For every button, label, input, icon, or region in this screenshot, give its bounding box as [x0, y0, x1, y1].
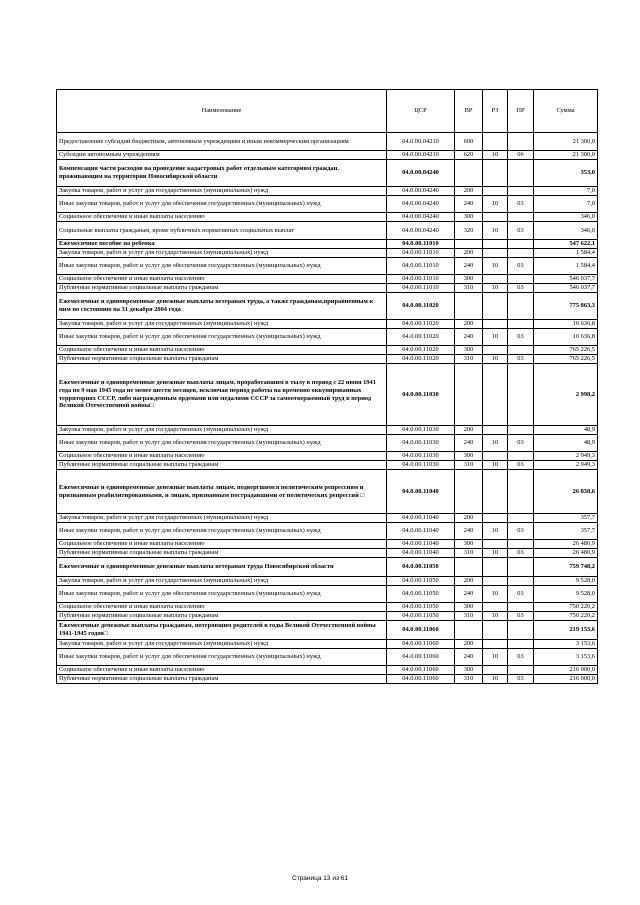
cell-csr: 04.0.00.11020: [387, 293, 455, 320]
cell-csr: 04.0.00.11040: [387, 549, 455, 558]
cell-csr: 04.0.00.11060: [387, 675, 455, 684]
cell-sum: 346,0: [534, 213, 598, 222]
cell-sum: 2 998,2: [534, 364, 598, 426]
cell-pr: [508, 275, 534, 284]
table-row: [57, 426, 598, 435]
cell-sum: 346,0: [534, 222, 598, 240]
cell-csr: 04.0.00.11010: [387, 258, 455, 275]
cell-rz: 10: [483, 586, 508, 603]
cell-sum: 1 584,4: [534, 249, 598, 258]
cell-pr: [508, 213, 534, 222]
cell-sum: 750 220,2: [534, 612, 598, 621]
cell-pr: [508, 514, 534, 523]
table-row: [57, 355, 598, 364]
table-row: [57, 603, 598, 612]
cell-pr: [508, 320, 534, 329]
table-row: [57, 160, 598, 187]
table-row: [57, 612, 598, 621]
cell-rz: 10: [483, 435, 508, 452]
cell-sum: 3 153,6: [534, 640, 598, 649]
table-row: [57, 514, 598, 523]
cell-sum: 219 153,6: [534, 621, 598, 640]
cell-sum: 10 636,8: [534, 329, 598, 346]
cell-rz: 10: [483, 612, 508, 621]
table-row: [57, 452, 598, 461]
cell-sum: 26 838,6: [534, 470, 598, 514]
table-row: [57, 133, 598, 151]
table-row: [57, 523, 598, 540]
table-row: [57, 549, 598, 558]
cell-csr: 04.0.00.11050: [387, 586, 455, 603]
cell-pr: 03: [508, 435, 534, 452]
cell-name: Ежемесячные и единовременные денежные выплаты ветеранам труда, а также гражданам,приравненным к ним по состоянию на 31 декабря 2004 года: [57, 293, 387, 320]
cell-pr: 03: [508, 523, 534, 540]
cell-pr: [508, 133, 534, 151]
cell-rz: 10: [483, 196, 508, 213]
table-body: [57, 133, 598, 684]
cell-name: Закупка товаров, работ и услуг для государственных (муниципальных) нужд: [57, 640, 387, 649]
cell-rz: 10: [483, 258, 508, 275]
cell-pr: 03: [508, 549, 534, 558]
cell-vr: 200: [455, 249, 483, 258]
cell-name: Иные закупки товаров, работ и услуг для обеспечения государственных (муниципальных) нужд: [57, 523, 387, 540]
cell-sum: 48,9: [534, 435, 598, 452]
cell-pr: [508, 621, 534, 640]
cell-name: Социальное обеспечение и иные выплаты населению: [57, 275, 387, 284]
cell-rz: [483, 364, 508, 426]
cell-csr: 04.0.00.11030: [387, 364, 455, 426]
cell-csr: 04.0.00.04210: [387, 151, 455, 160]
cell-pr: [508, 452, 534, 461]
cell-name: Социальное обеспечение и иные выплаты населению: [57, 213, 387, 222]
cell-pr: 06: [508, 151, 534, 160]
table-row: [57, 187, 598, 196]
cell-sum: 216 000,0: [534, 675, 598, 684]
cell-name: Закупка товаров, работ и услуг для государственных (муниципальных) нужд: [57, 577, 387, 586]
cell-pr: [508, 426, 534, 435]
cell-rz: [483, 346, 508, 355]
header-pr: ПР: [508, 90, 534, 133]
cell-sum: 765 226,5: [534, 355, 598, 364]
cell-vr: [455, 621, 483, 640]
cell-rz: 10: [483, 222, 508, 240]
cell-name: Социальное обеспечение и иные выплаты населению: [57, 540, 387, 549]
table-row: [57, 293, 598, 320]
cell-vr: 200: [455, 426, 483, 435]
cell-csr: 04.0.00.11010: [387, 249, 455, 258]
cell-vr: 300: [455, 540, 483, 549]
cell-rz: [483, 640, 508, 649]
cell-sum: 9 528,0: [534, 577, 598, 586]
cell-name: Компенсация части расходов на проведение кадастровых работ отдельным категориям граждан, проживающим на территории Новосибирской области: [57, 160, 387, 187]
cell-name: Иные закупки товаров, работ и услуг для обеспечения государственных (муниципальных) нужд: [57, 196, 387, 213]
cell-csr: 04.0.00.11050: [387, 558, 455, 577]
cell-sum: 546 037,7: [534, 284, 598, 293]
cell-name: Публичные нормативные социальные выплаты гражданам: [57, 675, 387, 684]
cell-rz: [483, 452, 508, 461]
cell-sum: 750 220,2: [534, 603, 598, 612]
cell-vr: 310: [455, 284, 483, 293]
cell-sum: 547 622,1: [534, 240, 598, 249]
table-row: [57, 196, 598, 213]
cell-vr: 200: [455, 640, 483, 649]
cell-name: Социальное обеспечение и иные выплаты населению: [57, 346, 387, 355]
cell-pr: [508, 249, 534, 258]
cell-vr: 310: [455, 355, 483, 364]
cell-vr: 300: [455, 666, 483, 675]
cell-csr: 04.0.00.11050: [387, 577, 455, 586]
cell-csr: 04.0.00.04240: [387, 187, 455, 196]
cell-csr: 04.0.00.11020: [387, 329, 455, 346]
cell-name: Ежемесячные денежные выплаты гражданам, потерявшим родителей в годы Великой Отечественной войны 1941-1945 годов□: [57, 621, 387, 640]
cell-name: Ежемесячные и единовременные денежные выплаты ветеранам труда Новосибирской области: [57, 558, 387, 577]
cell-name: Иные закупки товаров, работ и услуг для обеспечения государственных (муниципальных) нужд: [57, 329, 387, 346]
header-sum: Сумма: [534, 90, 598, 133]
cell-csr: 04.0.00.11040: [387, 514, 455, 523]
table-row: [57, 577, 598, 586]
cell-vr: 300: [455, 603, 483, 612]
table-row: [57, 640, 598, 649]
cell-sum: 21 300,0: [534, 151, 598, 160]
cell-csr: 04.0.00.11050: [387, 603, 455, 612]
cell-sum: 775 863,3: [534, 293, 598, 320]
table-row: [57, 470, 598, 514]
cell-rz: 10: [483, 675, 508, 684]
cell-pr: [508, 160, 534, 187]
cell-name: Социальное обеспечение и иные выплаты населению: [57, 666, 387, 675]
cell-csr: 04.0.00.11020: [387, 355, 455, 364]
cell-pr: 03: [508, 649, 534, 666]
cell-name: Предоставление субсидий бюджетным, автономным учреждениям и иным некоммерческим организациям: [57, 133, 387, 151]
header-csr: ЦСР: [387, 90, 455, 133]
table-row: [57, 329, 598, 346]
table-row: [57, 675, 598, 684]
cell-vr: 620: [455, 151, 483, 160]
cell-csr: 04.0.00.04240: [387, 222, 455, 240]
table-row: [57, 240, 598, 249]
cell-name: Социальное обеспечение и иные выплаты населению: [57, 603, 387, 612]
table-row: [57, 284, 598, 293]
header-rz: РЗ: [483, 90, 508, 133]
cell-name: Закупка товаров, работ и услуг для государственных (муниципальных) нужд: [57, 187, 387, 196]
cell-vr: 240: [455, 196, 483, 213]
cell-name: Социальные выплаты гражданам, кроме публичных нормативных социальных выплат: [57, 222, 387, 240]
table-row: [57, 213, 598, 222]
cell-sum: 759 748,2: [534, 558, 598, 577]
cell-pr: 03: [508, 586, 534, 603]
cell-vr: 310: [455, 549, 483, 558]
cell-pr: [508, 187, 534, 196]
cell-sum: 9 528,0: [534, 586, 598, 603]
cell-vr: 240: [455, 329, 483, 346]
cell-vr: 600: [455, 133, 483, 151]
cell-rz: [483, 249, 508, 258]
cell-sum: 357,7: [534, 523, 598, 540]
cell-vr: 240: [455, 649, 483, 666]
cell-pr: 03: [508, 355, 534, 364]
cell-pr: 03: [508, 461, 534, 470]
cell-sum: 546 037,7: [534, 275, 598, 284]
cell-rz: [483, 160, 508, 187]
cell-rz: [483, 558, 508, 577]
cell-pr: [508, 240, 534, 249]
cell-csr: 04.0.00.11010: [387, 240, 455, 249]
cell-csr: 04.0.00.11040: [387, 470, 455, 514]
cell-csr: 04.0.00.04210: [387, 133, 455, 151]
cell-sum: 26 480,9: [534, 549, 598, 558]
cell-sum: 1 584,4: [534, 258, 598, 275]
table-row: [57, 666, 598, 675]
cell-vr: [455, 293, 483, 320]
cell-sum: 765 226,5: [534, 346, 598, 355]
cell-sum: 216 000,0: [534, 666, 598, 675]
cell-rz: [483, 240, 508, 249]
table-row: [57, 320, 598, 329]
table-row: [57, 275, 598, 284]
cell-rz: [483, 470, 508, 514]
cell-pr: 03: [508, 222, 534, 240]
cell-vr: [455, 470, 483, 514]
cell-vr: [455, 160, 483, 187]
cell-rz: [483, 275, 508, 284]
cell-sum: 357,7: [534, 514, 598, 523]
cell-csr: 04.0.00.11050: [387, 612, 455, 621]
cell-pr: [508, 364, 534, 426]
cell-sum: 2 949,3: [534, 461, 598, 470]
cell-csr: 04.0.00.11030: [387, 461, 455, 470]
cell-pr: 03: [508, 675, 534, 684]
header-name: Наименование: [57, 90, 387, 133]
cell-pr: [508, 540, 534, 549]
cell-csr: 04.0.00.11010: [387, 284, 455, 293]
cell-rz: 10: [483, 461, 508, 470]
table-row: [57, 364, 598, 426]
cell-pr: [508, 577, 534, 586]
cell-name: Публичные нормативные социальные выплаты гражданам: [57, 355, 387, 364]
cell-vr: 300: [455, 346, 483, 355]
cell-name: Иные закупки товаров, работ и услуг для обеспечения государственных (муниципальных) нужд: [57, 586, 387, 603]
cell-rz: [483, 603, 508, 612]
cell-vr: 310: [455, 612, 483, 621]
cell-rz: [483, 213, 508, 222]
cell-name: Закупка товаров, работ и услуг для государственных (муниципальных) нужд: [57, 426, 387, 435]
cell-pr: [508, 470, 534, 514]
cell-vr: 240: [455, 523, 483, 540]
cell-csr: 04.0.00.04240: [387, 196, 455, 213]
cell-name: Закупка товаров, работ и услуг для государственных (муниципальных) нужд: [57, 249, 387, 258]
cell-name: Субсидии автономным учреждениям: [57, 151, 387, 160]
cell-sum: 2 949,3: [534, 452, 598, 461]
cell-rz: [483, 293, 508, 320]
cell-sum: 10 636,8: [534, 320, 598, 329]
cell-csr: 04.0.00.11020: [387, 346, 455, 355]
table-row: [57, 346, 598, 355]
cell-rz: 10: [483, 523, 508, 540]
cell-sum: 21 300,0: [534, 133, 598, 151]
cell-vr: [455, 364, 483, 426]
cell-csr: 04.0.00.11030: [387, 452, 455, 461]
cell-name: Ежемесячные и единовременные денежные выплаты лицам, проработавшим в тылу в период с 22 июня 1941 года по 9 мая 1945 года не менее шести месяцев, исключая период работы на временно оккупированных территориях СССР, либо награжденным орденами или медалями СССР за самоотверженный труд в период Великой Отечественной войны□: [57, 364, 387, 426]
cell-name: Социальное обеспечение и иные выплаты населению: [57, 452, 387, 461]
table-row: [57, 151, 598, 160]
cell-pr: [508, 293, 534, 320]
cell-csr: 04.0.00.11040: [387, 540, 455, 549]
table-row: [57, 649, 598, 666]
cell-csr: 04.0.00.11040: [387, 523, 455, 540]
cell-sum: 7,0: [534, 196, 598, 213]
cell-pr: [508, 603, 534, 612]
cell-csr: 04.0.00.11020: [387, 320, 455, 329]
cell-pr: 03: [508, 196, 534, 213]
cell-name: Иные закупки товаров, работ и услуг для обеспечения государственных (муниципальных) нужд: [57, 258, 387, 275]
cell-pr: [508, 346, 534, 355]
cell-csr: 04.0.00.04240: [387, 213, 455, 222]
cell-rz: 10: [483, 284, 508, 293]
cell-rz: 10: [483, 549, 508, 558]
cell-pr: 03: [508, 612, 534, 621]
cell-rz: 10: [483, 329, 508, 346]
cell-rz: [483, 540, 508, 549]
cell-sum: 7,0: [534, 187, 598, 196]
header-row: [57, 90, 598, 133]
cell-sum: 26 480,9: [534, 540, 598, 549]
cell-name: Ежемесячное пособие на ребенка: [57, 240, 387, 249]
cell-pr: [508, 666, 534, 675]
cell-csr: 04.0.00.11010: [387, 275, 455, 284]
cell-pr: [508, 558, 534, 577]
cell-vr: 240: [455, 586, 483, 603]
cell-rz: 10: [483, 151, 508, 160]
budget-table: [56, 89, 598, 684]
cell-vr: 240: [455, 258, 483, 275]
cell-rz: [483, 514, 508, 523]
cell-name: Публичные нормативные социальные выплаты гражданам: [57, 284, 387, 293]
cell-vr: 300: [455, 213, 483, 222]
page-number: Страница 13 из 61: [292, 875, 348, 882]
cell-vr: 300: [455, 452, 483, 461]
cell-name: Публичные нормативные социальные выплаты гражданам: [57, 461, 387, 470]
cell-csr: 04.0.00.11060: [387, 666, 455, 675]
cell-rz: 10: [483, 355, 508, 364]
cell-pr: 03: [508, 284, 534, 293]
table-row: [57, 258, 598, 275]
cell-vr: 310: [455, 461, 483, 470]
cell-name: Иные закупки товаров, работ и услуг для обеспечения государственных (муниципальных) нужд: [57, 435, 387, 452]
cell-rz: [483, 320, 508, 329]
cell-vr: 310: [455, 675, 483, 684]
table-row: [57, 621, 598, 640]
table-row: [57, 435, 598, 452]
cell-vr: [455, 240, 483, 249]
cell-vr: 200: [455, 577, 483, 586]
cell-vr: 200: [455, 320, 483, 329]
header-vr: ВР: [455, 90, 483, 133]
cell-rz: [483, 577, 508, 586]
cell-vr: 240: [455, 435, 483, 452]
cell-pr: [508, 640, 534, 649]
cell-vr: 200: [455, 514, 483, 523]
cell-sum: 3 153,6: [534, 649, 598, 666]
cell-name: Закупка товаров, работ и услуг для государственных (муниципальных) нужд: [57, 320, 387, 329]
cell-pr: 03: [508, 329, 534, 346]
table-row: [57, 540, 598, 549]
cell-csr: 04.0.00.11030: [387, 426, 455, 435]
table-row: [57, 222, 598, 240]
cell-rz: [483, 621, 508, 640]
cell-csr: 04.0.00.11060: [387, 649, 455, 666]
cell-rz: [483, 187, 508, 196]
table-row: [57, 461, 598, 470]
cell-vr: [455, 558, 483, 577]
cell-vr: 320: [455, 222, 483, 240]
cell-rz: [483, 666, 508, 675]
cell-csr: 04.0.00.11060: [387, 621, 455, 640]
cell-sum: 48,9: [534, 426, 598, 435]
cell-name: Публичные нормативные социальные выплаты гражданам: [57, 612, 387, 621]
cell-pr: 03: [508, 258, 534, 275]
cell-vr: 300: [455, 275, 483, 284]
cell-name: Публичные нормативные социальные выплаты гражданам: [57, 549, 387, 558]
cell-csr: 04.0.00.04240: [387, 160, 455, 187]
cell-name: Закупка товаров, работ и услуг для государственных (муниципальных) нужд: [57, 514, 387, 523]
cell-vr: 200: [455, 187, 483, 196]
cell-csr: 04.0.00.11060: [387, 640, 455, 649]
table-row: [57, 558, 598, 577]
cell-rz: 10: [483, 649, 508, 666]
cell-name: Ежемесячные и единовременные денежные выплаты лицам, подвергшимся политическим репрессиям и признанным реабилитированными, и лицам, признанным пострадавшими от политических репрессий □: [57, 470, 387, 514]
cell-name: Иные закупки товаров, работ и услуг для обеспечения государственных (муниципальных) нужд: [57, 649, 387, 666]
cell-rz: [483, 133, 508, 151]
table-row: [57, 586, 598, 603]
cell-csr: 04.0.00.11030: [387, 435, 455, 452]
cell-sum: 353,0: [534, 160, 598, 187]
cell-rz: [483, 426, 508, 435]
table-row: [57, 249, 598, 258]
